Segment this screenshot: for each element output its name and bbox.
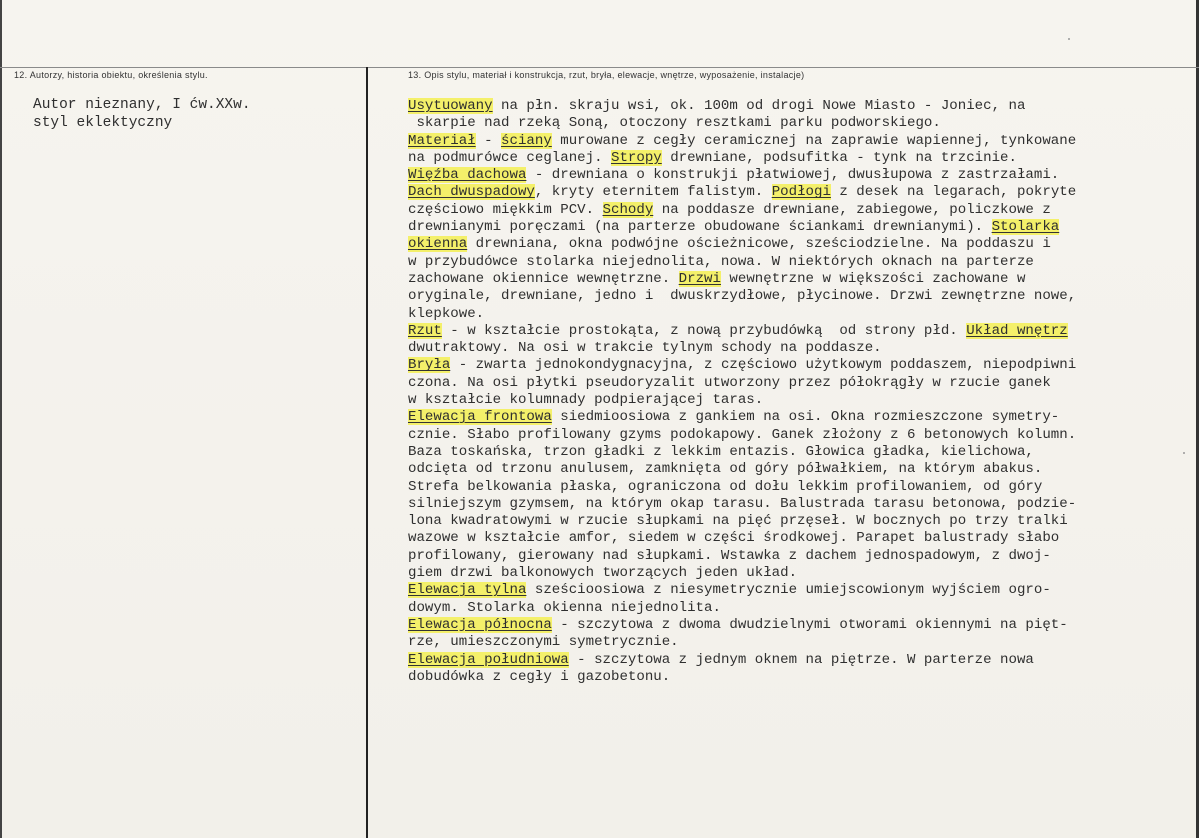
description-text: Baza toskańska, trzon gładki z lekkim entazis. Głowica gładka, kielichowa, [408, 443, 1034, 460]
description-text: murowane z cegły ceramicznej na zaprawie wapiennej, tynkowane [551, 132, 1077, 149]
description-text: z desek na legarach, pokryte [830, 184, 1077, 201]
description-text: rze, umieszczonymi symetrycznie. [408, 634, 679, 651]
highlighted-term: Więźba dachowa [408, 167, 527, 184]
building-description [408, 98, 1188, 686]
highlighted-term: Bryła [408, 357, 451, 374]
section-12-header: 12. Autorzy, historia obiektu, określenia stylu. [14, 70, 208, 80]
description-text: dobudówka z cegły i gazobetonu. [408, 668, 671, 685]
description-line [408, 323, 1188, 340]
description-text: drewniana, okna podwójne ościeżnicowe, sześciodzielne. Na poddaszu i [467, 236, 1051, 253]
description-line [408, 184, 1188, 201]
description-text: oryginale, drewniane, jedno i dwuskrzydłowe, płycinowe. Drzwi zewnętrzne nowe, [408, 288, 1077, 305]
author-style-text [33, 96, 353, 132]
header-rule [0, 67, 1199, 68]
highlighted-term: Elewacja frontowa [408, 409, 552, 426]
description-text: na podmurówce ceglanej. [408, 149, 611, 166]
description-text: skarpie nad rzeką Soną, otoczony resztkami parku podworskiego. [408, 115, 941, 132]
description-text: - [475, 132, 502, 149]
column-divider [366, 67, 368, 838]
description-line [408, 513, 1188, 530]
paper-speck [1183, 452, 1185, 454]
page-left-edge [0, 0, 2, 838]
description-text: giem drzwi balkonowych tworzących jeden układ. [408, 565, 798, 582]
description-line [408, 288, 1188, 305]
paper-speck [1068, 38, 1070, 40]
description-line [408, 98, 1188, 115]
description-line [408, 306, 1188, 323]
description-line [408, 133, 1188, 150]
description-text: , kryty eternitem falistym. [534, 184, 772, 201]
description-line [408, 115, 1188, 132]
description-line [408, 530, 1188, 547]
description-line [408, 634, 1188, 651]
highlighted-term: Podłogi [771, 184, 831, 201]
highlighted-term: Materiał [408, 132, 476, 149]
description-text: w kształcie kolumnady podpierającej taras. [408, 392, 764, 409]
description-line [408, 219, 1188, 236]
highlighted-term: Drzwi [678, 270, 721, 287]
description-line [408, 271, 1188, 288]
description-line [408, 565, 1188, 582]
description-line [408, 652, 1188, 669]
description-line [408, 357, 1188, 374]
description-text: czona. Na osi płytki pseudoryzalit utworzony przez półokrągły w rzucie ganek [408, 374, 1051, 391]
description-line [408, 548, 1188, 565]
highlighted-term: Usytuowany [408, 98, 493, 114]
highlighted-term: ściany [501, 132, 552, 149]
highlighted-term: Dach dwuspadowy [408, 184, 535, 201]
highlighted-term: Układ wnętrz [966, 322, 1068, 339]
description-text: - drewniana o konstrukji płatwiowej, dwusłupowa z zastrzałami. [526, 167, 1060, 184]
description-line [408, 427, 1188, 444]
highlighted-term: Rzut [408, 322, 442, 339]
description-text: - szczytowa z jednym oknem na piętrze. W parterze nowa [568, 651, 1034, 668]
description-text: dwutraktowy. Na osi w trakcie tylnym schody na poddasze. [408, 340, 882, 357]
description-text: siedmioosiowa z gankiem na osi. Okna rozmieszczone symetry- [551, 409, 1060, 426]
description-text: Strefa belkowania płaska, ograniczona od dołu lekkim profilowaniem, od góry [408, 478, 1043, 495]
description-line [408, 202, 1188, 219]
highlighted-term: Elewacja tylna [408, 582, 527, 599]
description-text: cznie. Słabo profilowany gzyms podokapowy. Ganek złożony z 6 betonowych kolumn. [408, 426, 1077, 443]
description-line [408, 600, 1188, 617]
description-text: wazowe w kształcie amfor, siedem w części środkowej. Parapet balustrady słabo [408, 530, 1060, 547]
description-text: częściowo miękkim PCV. [408, 201, 603, 218]
description-text: dowym. Stolarka okienna niejednolita. [408, 599, 721, 616]
description-text: wewnętrzne w większości zachowane w [720, 270, 1026, 287]
description-line [408, 392, 1188, 409]
description-text: w przybudówce stolarka niejednolita, nowa. W niektórych oknach na parterze [408, 253, 1034, 270]
highlighted-term: okienna [408, 236, 468, 253]
author-line: Autor nieznany, I ćw.XXw. [33, 97, 251, 113]
highlighted-term: Elewacja północna [408, 616, 552, 633]
description-line [408, 409, 1188, 426]
description-line [408, 375, 1188, 392]
description-line [408, 444, 1188, 461]
highlighted-term: Stropy [610, 149, 662, 166]
description-text: silniejszym gzymsem, na którym okap tarasu. Balustrada tarasu betonowa, podzie- [408, 495, 1077, 512]
description-text: lona kwadratowymi w rzucie słupkami na pięć przęseł. W bocznych po trzy tralki [408, 513, 1068, 530]
description-text: - szczytowa z dwoma dwudzielnymi otworami okiennymi na pięt- [551, 616, 1068, 633]
highlighted-term: Elewacja południowa [408, 651, 569, 668]
description-line [408, 582, 1188, 599]
description-line [408, 167, 1188, 184]
description-text: drewniane, podsufitka - tynk na trzcinie. [661, 149, 1017, 166]
description-text: drewnianymi poręczami (na parterze obudowane ściankami drewnianymi). [408, 219, 992, 236]
description-text: na płn. skraju wsi, ok. 100m od drogi Nowe Miasto - Joniec, na [492, 98, 1026, 114]
description-text: - zwarta jednokondygnacyjna, z częściowo użytkowym poddaszem, niepodpiwni [450, 357, 1077, 374]
description-line [408, 340, 1188, 357]
description-line [408, 496, 1188, 513]
description-line [408, 479, 1188, 496]
description-line [408, 254, 1188, 271]
description-text: klepkowe. [408, 305, 485, 322]
description-text: profilowany, gierowany nad słupkami. Wstawka z dachem jednospadowym, z dwoj- [408, 547, 1051, 564]
highlighted-term: Stolarka [991, 219, 1060, 236]
description-line [408, 461, 1188, 478]
description-text: odcięta od trzonu anulusem, zamknięta od góry półwałkiem, na którym abakus. [408, 461, 1043, 478]
description-line [408, 236, 1188, 253]
description-line [408, 669, 1188, 686]
description-text: sześcioosiowa z niesymetrycznie umiejscowionym wyjściem ogro- [526, 582, 1051, 599]
description-line [408, 150, 1188, 167]
style-line: styl eklektyczny [33, 115, 173, 131]
section-13-header: 13. Opis stylu, materiał i konstrukcja, rzut, bryła, elewacje, wnętrze, wyposażenie, instalacje) [408, 70, 805, 80]
description-text: na poddasze drewniane, zabiegowe, policzkowe z [653, 201, 1051, 218]
description-text: zachowane okiennice wewnętrzne. [408, 270, 679, 287]
highlighted-term: Schody [602, 201, 654, 218]
description-text: - w kształcie prostokąta, z nową przybudówką od strony płd. [441, 322, 967, 339]
description-line [408, 617, 1188, 634]
